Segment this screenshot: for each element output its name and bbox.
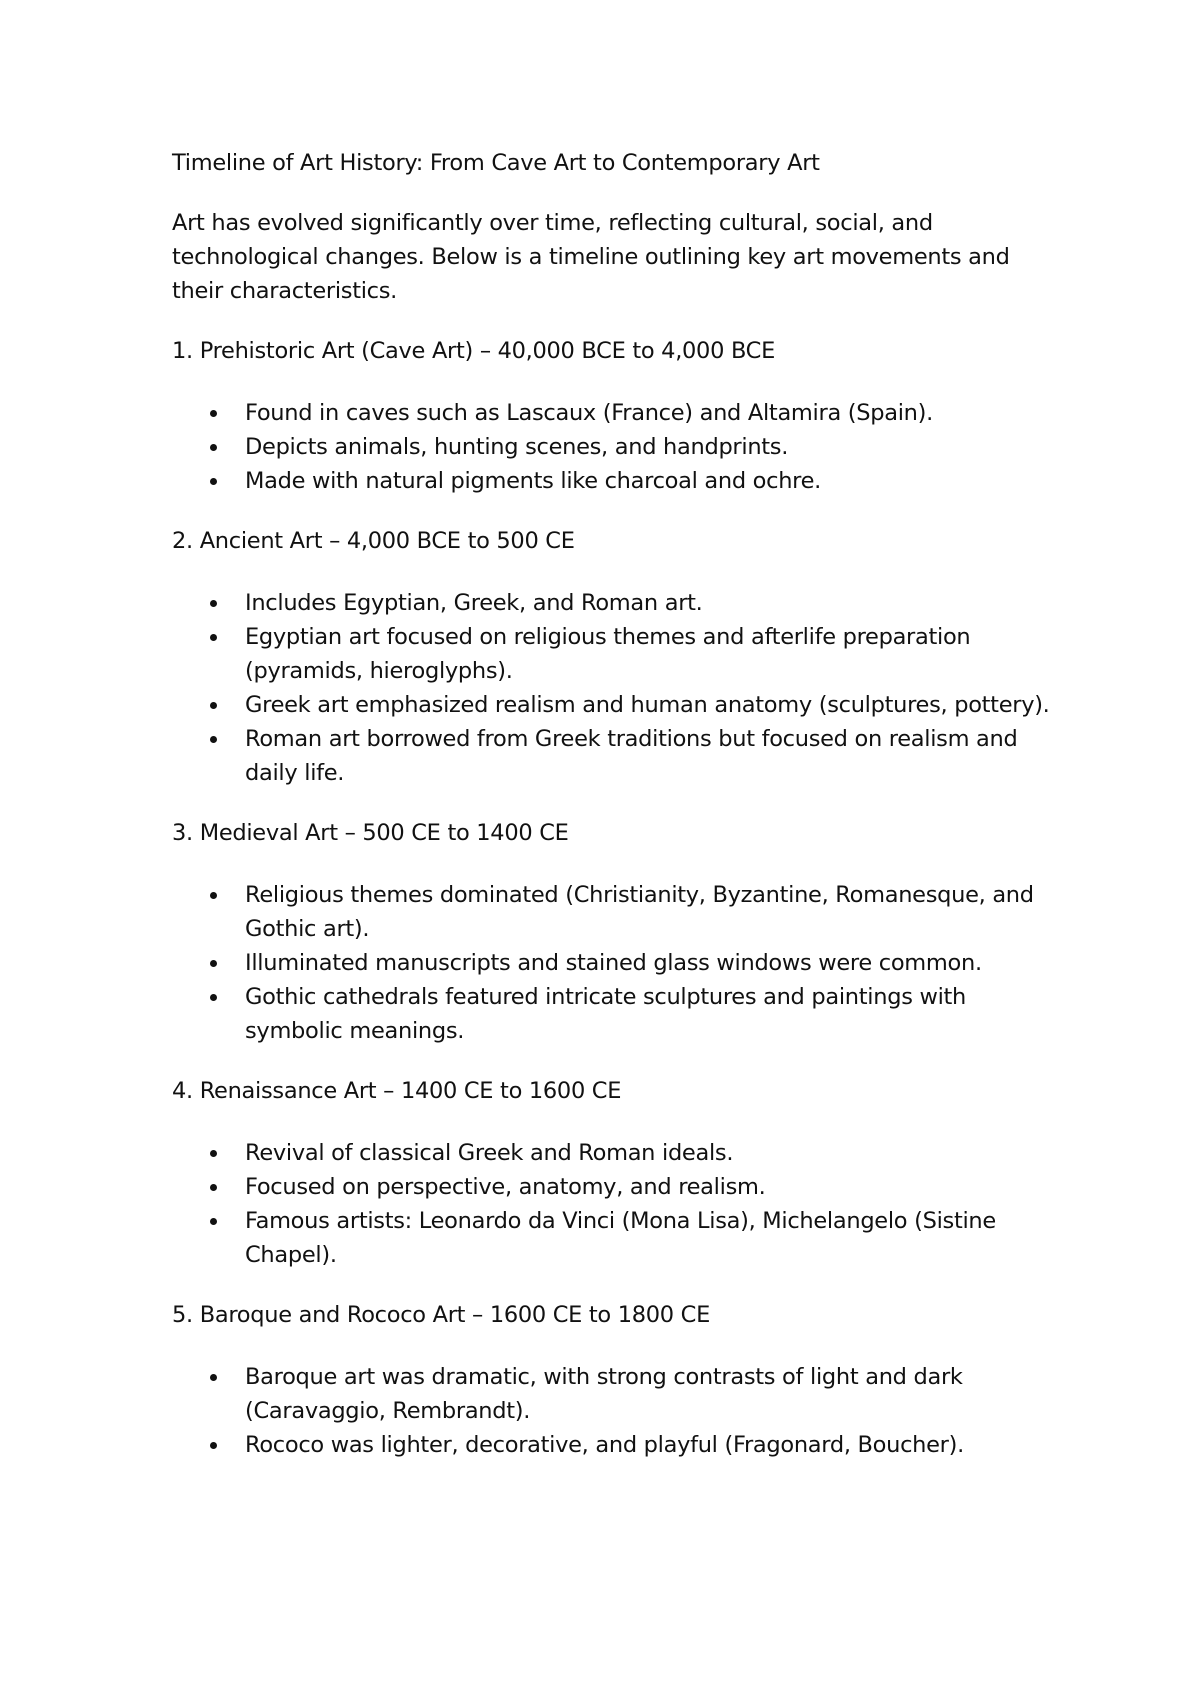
section-heading-prehistoric: 1. Prehistoric Art (Cave Art) – 40,000 BCE to 4,000 BCE xyxy=(172,338,776,364)
intro-paragraph: Art has evolved significantly over time, reflecting cultural, social, and technological changes. Below is a timeline outlining key art movements and their characteristics. xyxy=(172,210,1010,304)
list-item xyxy=(172,1428,1052,1462)
section-heading-baroque-rococo: 5. Baroque and Rococo Art – 1600 CE to 1800 CE xyxy=(172,1302,710,1328)
list-item-text: Depicts animals, hunting scenes, and handprints. xyxy=(245,434,789,460)
list-item xyxy=(172,430,1052,464)
list-item xyxy=(172,1136,1052,1170)
list-item-text: Religious themes dominated (Christianity, Byzantine, Romanesque, and Gothic art). xyxy=(245,882,1034,942)
bullet-icon xyxy=(210,736,217,743)
list-item xyxy=(172,1170,1052,1204)
list-item-text: Focused on perspective, anatomy, and realism. xyxy=(245,1174,766,1200)
section-heading-medieval: 3. Medieval Art – 500 CE to 1400 CE xyxy=(172,820,569,846)
bullet-list-baroque-rococo xyxy=(172,1360,1052,1462)
list-item-text: Famous artists: Leonardo da Vinci (Mona Lisa), Michelangelo (Sistine Chapel). xyxy=(245,1208,996,1268)
list-item xyxy=(172,464,1052,498)
bullet-icon xyxy=(210,634,217,641)
bullet-icon xyxy=(210,478,217,485)
bullet-icon xyxy=(210,702,217,709)
list-item-text: Made with natural pigments like charcoal and ochre. xyxy=(245,468,822,494)
list-item-text: Gothic cathedrals featured intricate sculptures and paintings with symbolic meanings. xyxy=(245,984,966,1044)
section-heading-ancient: 2. Ancient Art – 4,000 BCE to 500 CE xyxy=(172,528,575,554)
list-item xyxy=(172,620,1052,688)
bullet-icon xyxy=(210,1218,217,1225)
bullet-list-ancient xyxy=(172,586,1052,790)
list-item xyxy=(172,1360,1052,1428)
bullet-icon xyxy=(210,1184,217,1191)
bullet-icon xyxy=(210,994,217,1001)
list-item xyxy=(172,980,1052,1048)
list-item-text: Rococo was lighter, decorative, and playful (Fragonard, Boucher). xyxy=(245,1432,964,1458)
bullet-list-medieval xyxy=(172,878,1052,1048)
bullet-icon xyxy=(210,1150,217,1157)
list-item-text: Baroque art was dramatic, with strong contrasts of light and dark (Caravaggio, Rembrandt). xyxy=(245,1364,963,1424)
section-heading-renaissance: 4. Renaissance Art – 1400 CE to 1600 CE xyxy=(172,1078,622,1104)
bullet-icon xyxy=(210,960,217,967)
list-item xyxy=(172,722,1052,790)
list-item-text: Found in caves such as Lascaux (France) and Altamira (Spain). xyxy=(245,400,933,426)
bullet-icon xyxy=(210,410,217,417)
list-item-text: Includes Egyptian, Greek, and Roman art. xyxy=(245,590,703,616)
bullet-icon xyxy=(210,1442,217,1449)
bullet-icon xyxy=(210,892,217,899)
list-item xyxy=(172,1204,1052,1272)
list-item xyxy=(172,396,1052,430)
bullet-icon xyxy=(210,1374,217,1381)
list-item-text: Illuminated manuscripts and stained glass windows were common. xyxy=(245,950,982,976)
bullet-list-renaissance xyxy=(172,1136,1052,1272)
document-body xyxy=(172,146,1052,1488)
list-item xyxy=(172,946,1052,980)
list-item-text: Revival of classical Greek and Roman ideals. xyxy=(245,1140,734,1166)
document-title: Timeline of Art History: From Cave Art to Contemporary Art xyxy=(172,150,820,176)
list-item-text: Greek art emphasized realism and human anatomy (sculptures, pottery). xyxy=(245,692,1050,718)
list-item xyxy=(172,586,1052,620)
bullet-icon xyxy=(210,600,217,607)
list-item xyxy=(172,688,1052,722)
list-item xyxy=(172,878,1052,946)
list-item-text: Egyptian art focused on religious themes and afterlife preparation (pyramids, hieroglyphs). xyxy=(245,624,971,684)
list-item-text: Roman art borrowed from Greek traditions but focused on realism and daily life. xyxy=(245,726,1018,786)
bullet-icon xyxy=(210,444,217,451)
bullet-list-prehistoric xyxy=(172,396,1052,498)
